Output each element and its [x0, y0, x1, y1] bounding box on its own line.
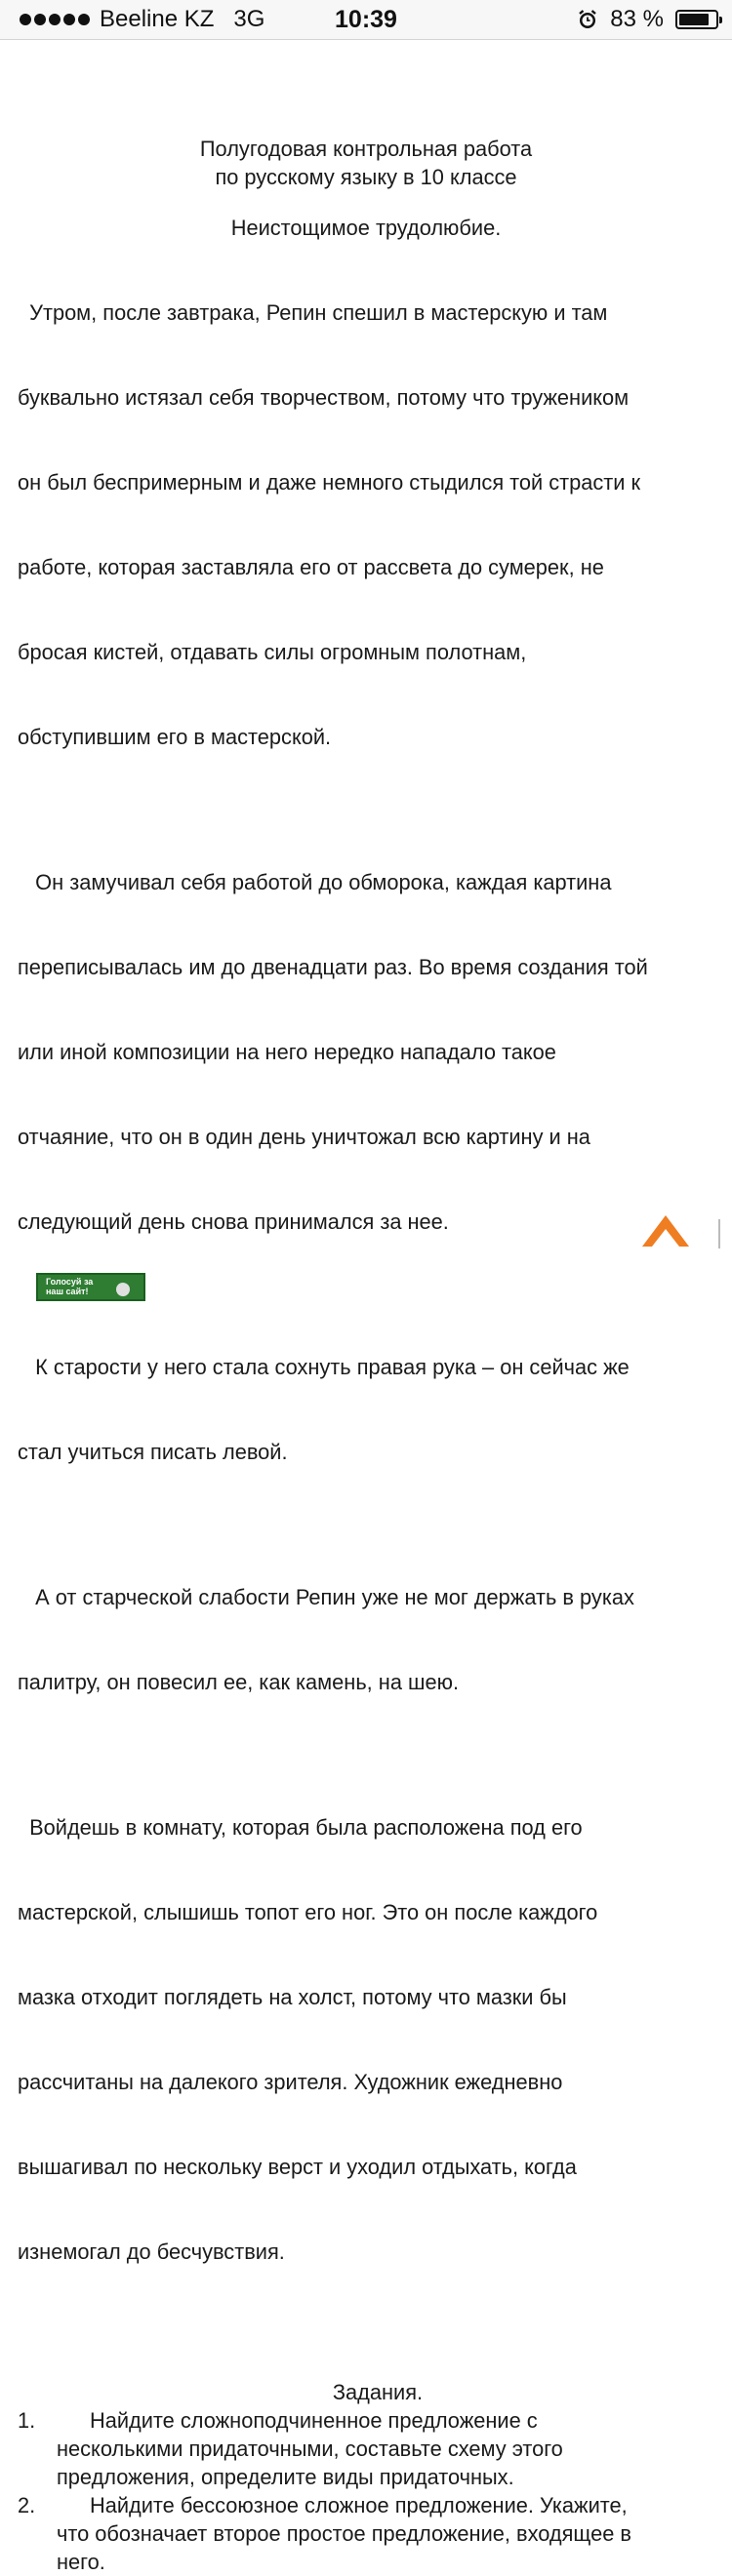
paragraph-4 [18, 1526, 730, 1753]
battery-percent: 83 % [610, 6, 664, 32]
paragraph-line: переписывалась им до двенадцати раз. Во время создания той [18, 955, 648, 979]
task-line: что обозначает второе простое предложение, входящее в [57, 2521, 631, 2546]
paragraph-3 [18, 1296, 730, 1523]
task-line: предложения, определите виды придаточных. [57, 2465, 514, 2489]
alarm-icon [577, 9, 598, 30]
task-line: Найдите бессоюзное сложное предложение. Укажите, [90, 2493, 628, 2517]
paragraph-line: обступившим его в мастерской. [18, 725, 332, 749]
task-list [18, 2406, 730, 2576]
task-line: несколькими придаточными, составьте схему этого [57, 2437, 563, 2461]
vote-banner-text [46, 1277, 93, 1296]
paragraph-2 [18, 812, 730, 1292]
carrier-name: Beeline KZ [100, 6, 215, 32]
paragraph-1 [18, 242, 730, 808]
task-item-2 [18, 2491, 730, 2576]
tasks-title: Задания. [332, 2380, 424, 2404]
task-number: 2. [18, 2493, 36, 2517]
task-line: Найдите сложноподчиненное предложение с [90, 2408, 538, 2433]
vote-banner-line: Голосуй за [46, 1277, 94, 1287]
paragraph-line: Он замучивал себя работой до обморока, каждая картина [18, 870, 612, 894]
paragraph-line: стал учиться писать левой. [18, 1440, 288, 1464]
paragraph-line: мастерской, слышишь топот его ног. Это он после каждого [18, 1900, 598, 1924]
paragraph-line: или иной композиции на него нередко нападало такое [18, 1040, 556, 1064]
paragraph-line: отчаяние, что он в один день уничтожал всю картину и на [18, 1125, 590, 1149]
ball-icon [116, 1283, 130, 1296]
paragraph-line: А от старческой слабости Репин уже не мог держать в руках [18, 1585, 634, 1609]
paragraph-line: Утром, после завтрака, Репин спешил в мастерскую и там [18, 300, 608, 325]
paragraph-line: буквально истязал себя творчеством, потому что тружеником [18, 385, 630, 410]
paragraph-line: работе, которая заставляла его от рассвета до сумерек, не [18, 555, 604, 579]
battery-icon [675, 10, 718, 29]
text-title: Неистощимое трудолюбие. [230, 216, 502, 240]
document-heading [18, 135, 714, 191]
paragraph-line: палитру, он повесил ее, как камень, на шею. [18, 1670, 460, 1694]
document [18, 135, 730, 2576]
paragraph-5 [18, 1757, 730, 2322]
paragraph-line: Войдешь в комнату, которая была расположена под его [18, 1815, 583, 1840]
scroll-to-top-button[interactable] [640, 1209, 691, 1252]
task-line: него. [57, 2550, 105, 2574]
status-right [577, 6, 718, 33]
heading-line-1: Полугодовая контрольная работа [199, 137, 533, 161]
vote-banner[interactable] [36, 1273, 145, 1301]
heading-line-2: по русскому языку в 10 классе [215, 165, 517, 189]
network-type: 3G [233, 6, 265, 32]
clock: 10:39 [335, 6, 397, 33]
paragraph-line: изнемогал до бесчувствия. [18, 2239, 285, 2264]
side-handle[interactable] [718, 1219, 732, 1248]
paragraph-line: мазка отходит поглядеть на холст, потому что мазки бы [18, 1985, 567, 2009]
vote-banner-line: наш сайт! [46, 1287, 89, 1296]
task-item-1 [18, 2406, 730, 2491]
paragraph-line: он был беспримерным и даже немного стыдился той страсти к [18, 470, 641, 495]
paragraph-line: бросая кистей, отдавать силы огромным полотнам, [18, 640, 527, 664]
paragraph-line: рассчитаны на далекого зрителя. Художник ежедневно [18, 2070, 563, 2094]
chevron-up-icon [640, 1209, 691, 1252]
paragraph-line: следующий день снова принимался за нее. [18, 1209, 449, 1234]
status-bar [0, 0, 732, 40]
paragraph-line: вышагивал по нескольку верст и уходил отдыхать, когда [18, 2155, 577, 2179]
paragraph-line: К старости у него стала сохнуть правая рука – он сейчас же [18, 1355, 630, 1379]
task-number: 1. [18, 2408, 36, 2433]
